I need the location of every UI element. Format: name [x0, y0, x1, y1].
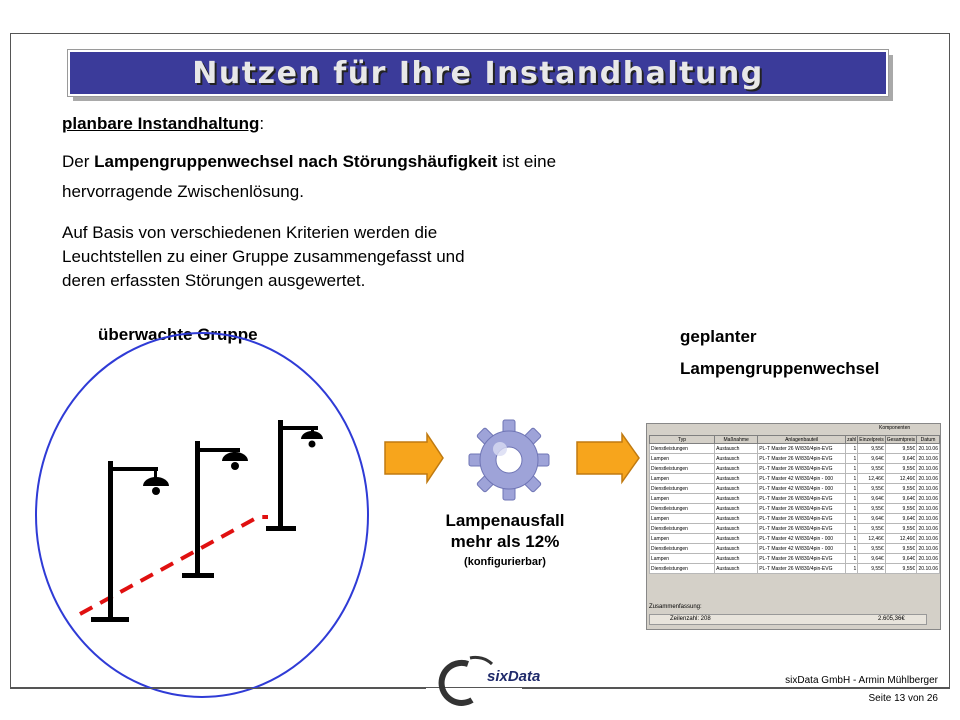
table-cell: 9,64€: [858, 494, 885, 504]
table-row[interactable]: [650, 564, 940, 574]
table-cell: 9,55€: [885, 504, 916, 514]
table-cell: 9,55€: [885, 544, 916, 554]
table-row[interactable]: [650, 504, 940, 514]
table-cell: Austausch: [715, 524, 758, 534]
intro-line2: hervorragende Zwischenlösung.: [62, 182, 304, 201]
table-column-header[interactable]: Einzelpreis: [859, 436, 884, 443]
table-cell: 9,55€: [858, 504, 885, 514]
footer-divider-left: [10, 688, 426, 689]
table-cell: 20.10.06: [918, 475, 938, 482]
table-cell: 1: [846, 474, 858, 484]
table-cell: 1: [846, 494, 858, 504]
table-cell: Austausch: [715, 564, 758, 574]
table-cell: PL-T Master 26 W/830/4pin-EVG: [758, 504, 846, 514]
table-cell: Dienstleistungen: [650, 464, 715, 474]
table-cell: 9,55€: [858, 524, 885, 534]
table-row[interactable]: [650, 464, 940, 474]
table-cell: 12,46€: [885, 474, 916, 484]
footer-divider-right: [522, 688, 950, 689]
table-cell: 20.10.06: [918, 485, 938, 492]
table-cell: 1: [846, 524, 858, 534]
monitored-group-label: überwachte Gruppe: [98, 325, 258, 344]
table-cell: 9,64€: [885, 454, 916, 464]
table-cell: 9,55€: [858, 544, 885, 554]
table-header-row: [650, 436, 940, 444]
table-cell: PL-T Master 42 W/830/4pin - 000: [758, 544, 846, 554]
table-column-header[interactable]: Typ: [650, 436, 715, 444]
table-cell: 12,46€: [858, 474, 885, 484]
table-cell: 20.10.06: [918, 565, 938, 572]
table-column-header[interactable]: Anlagenbauteil: [758, 436, 846, 444]
table-cell: Austausch: [715, 504, 758, 514]
table-cell: Austausch: [715, 464, 758, 474]
logo-text: sixData: [487, 668, 541, 685]
failure-line2: mehr als 12%: [450, 532, 560, 551]
table-body: [650, 444, 940, 574]
table-cell: 9,55€: [885, 564, 916, 574]
table-row[interactable]: [650, 554, 940, 564]
gear-icon: [469, 420, 549, 500]
table-cell: Austausch: [715, 514, 758, 524]
sixdata-logo: [442, 657, 492, 703]
table-cell: 1: [846, 564, 858, 574]
table-row[interactable]: [650, 444, 940, 454]
intro-line1-bold: Lampengruppenwechsel nach Störungshäufigkeit: [94, 152, 498, 171]
maintenance-table: [649, 435, 940, 574]
table-row[interactable]: [650, 544, 940, 554]
failure-line1: Lampenausfall: [445, 511, 565, 530]
table-count-box: [649, 614, 927, 625]
table-cell: 20.10.06: [918, 505, 938, 512]
table-cell: 20.10.06: [918, 515, 938, 522]
table-cell: 12,46€: [858, 534, 885, 544]
table-cell: Austausch: [715, 544, 758, 554]
table-cell: 20.10.06: [918, 455, 938, 462]
table-cell: 9,64€: [885, 554, 916, 564]
intro-line1-pre: Der: [62, 152, 95, 171]
table-cell: 9,64€: [858, 454, 885, 464]
table-cell: Austausch: [715, 554, 758, 564]
table-cell: Austausch: [715, 494, 758, 504]
table-cell: 9,64€: [885, 494, 916, 504]
table-cell: Lampen: [650, 454, 715, 464]
table-total: 2.605,36€: [878, 616, 905, 622]
table-cell: 20.10.06: [918, 445, 938, 452]
table-count: Zeilenzahl: 208: [670, 616, 711, 622]
table-cell: 9,55€: [858, 484, 885, 494]
table-cell: Lampen: [650, 474, 715, 484]
table-cell: 20.10.06: [918, 465, 938, 472]
table-cell: PL-T Master 26 W/830/4pin-EVG: [758, 564, 846, 574]
table-cell: PL-T Master 26 W/830/4pin-EVG: [758, 454, 846, 464]
footer-page-number: Seite 13 von 26: [868, 693, 938, 704]
table-cell: 1: [846, 464, 858, 474]
table-cell: Dienstleistungen: [650, 564, 715, 574]
table-cell: PL-T Master 26 W/830/4pin-EVG: [758, 514, 846, 524]
table-cell: PL-T Master 26 W/830/4pin-EVG: [758, 494, 846, 504]
table-cell: 1: [846, 544, 858, 554]
table-row[interactable]: [650, 514, 940, 524]
table-row[interactable]: [650, 484, 940, 494]
maintenance-table-screenshot: [646, 423, 941, 630]
table-group-header: Komponenten: [879, 425, 911, 431]
table-row[interactable]: [650, 524, 940, 534]
table-cell: Austausch: [715, 534, 758, 544]
table-cell: 9,55€: [858, 564, 885, 574]
table-cell: 9,55€: [885, 484, 916, 494]
table-cell: Lampen: [650, 554, 715, 564]
table-cell: 1: [846, 554, 858, 564]
table-cell: PL-T Master 42 W/830/4pin - 000: [758, 474, 846, 484]
table-cell: 9,55€: [858, 464, 885, 474]
table-cell: 9,55€: [885, 524, 916, 534]
table-row[interactable]: [650, 474, 940, 484]
table-cell: Dienstleistungen: [650, 544, 715, 554]
table-cell: Austausch: [715, 474, 758, 484]
table-cell: 9,55€: [858, 444, 885, 454]
table-cell: 1: [846, 484, 858, 494]
table-cell: Lampen: [650, 514, 715, 524]
failure-threshold-label: [420, 510, 590, 552]
table-cell: Austausch: [715, 444, 758, 454]
table-cell: 20.10.06: [918, 535, 938, 542]
intro-heading-text: planbare Instandhaltung: [62, 114, 260, 133]
table-cell: 9,55€: [885, 444, 916, 454]
table-cell: 9,55€: [885, 464, 916, 474]
table-cell: Lampen: [650, 534, 715, 544]
table-cell: PL-T Master 42 W/830/4pin - 000: [758, 484, 846, 494]
table-column-header[interactable]: Gesamtpreis: [886, 436, 916, 443]
intro-line1-post: ist eine: [497, 152, 557, 171]
table-cell: Dienstleistungen: [650, 484, 715, 494]
table-cell: 9,64€: [885, 514, 916, 524]
street-lamp-icon: [182, 441, 248, 578]
table-column-header[interactable]: zahl: [847, 436, 857, 443]
table-row[interactable]: [650, 534, 940, 544]
table-cell: Dienstleistungen: [650, 524, 715, 534]
table-cell: 20.10.06: [918, 545, 938, 552]
table-row[interactable]: [650, 494, 940, 504]
configurable-note: (konfigurierbar): [464, 556, 546, 568]
table-cell: 1: [846, 454, 858, 464]
table-cell: 1: [846, 534, 858, 544]
table-cell: Dienstleistungen: [650, 504, 715, 514]
intro-heading-colon: :: [259, 114, 265, 133]
table-cell: 20.10.06: [918, 555, 938, 562]
table-cell: 20.10.06: [918, 495, 938, 502]
table-cell: Lampen: [650, 494, 715, 504]
table-cell: Dienstleistungen: [650, 444, 715, 454]
table-cell: 1: [846, 444, 858, 454]
table-cell: PL-T Master 26 W/830/4pin-EVG: [758, 554, 846, 564]
planned-change-label-1: geplanter: [680, 327, 757, 346]
description-line1: Auf Basis von verschiedenen Kriterien werden die: [62, 223, 438, 242]
table-cell: 12,46€: [885, 534, 916, 544]
planned-change-label-2: Lampengruppenwechsel: [680, 359, 880, 378]
table-cell: 9,64€: [858, 514, 885, 524]
footer-company: sixData GmbH - Armin Mühlberger: [785, 675, 938, 686]
street-lamp-icon: [91, 460, 169, 622]
table-cell: PL-T Master 26 W/830/4pin-EVG: [758, 444, 846, 454]
description-line3: deren erfassten Störungen ausgewertet.: [62, 271, 366, 290]
street-lamp-icon: [266, 420, 323, 531]
table-cell: PL-T Master 42 W/830/4pin - 000: [758, 534, 846, 544]
table-cell: 1: [846, 514, 858, 524]
table-column-header[interactable]: Datum: [917, 436, 940, 444]
table-cell: 9,64€: [858, 554, 885, 564]
table-cell: PL-T Master 26 W/830/4pin-EVG: [758, 524, 846, 534]
table-cell: Austausch: [715, 484, 758, 494]
table-cell: Austausch: [715, 454, 758, 464]
table-summary-label: Zusammenfassung:: [649, 604, 702, 610]
slide-title: Nutzen für Ihre Instandhaltung: [192, 56, 764, 91]
arrow-right-icon: [577, 434, 639, 482]
table-cell: PL-T Master 26 W/830/4pin-EVG: [758, 464, 846, 474]
description-line2: Leuchtstellen zu einer Gruppe zusammengefasst und: [62, 247, 465, 266]
table-cell: 20.10.06: [918, 525, 938, 532]
arrow-right-icon: [385, 434, 443, 482]
table-row[interactable]: [650, 454, 940, 464]
table-column-header[interactable]: Maßnahme: [715, 436, 758, 444]
group-circle: [36, 333, 368, 697]
table-cell: 1: [846, 504, 858, 514]
